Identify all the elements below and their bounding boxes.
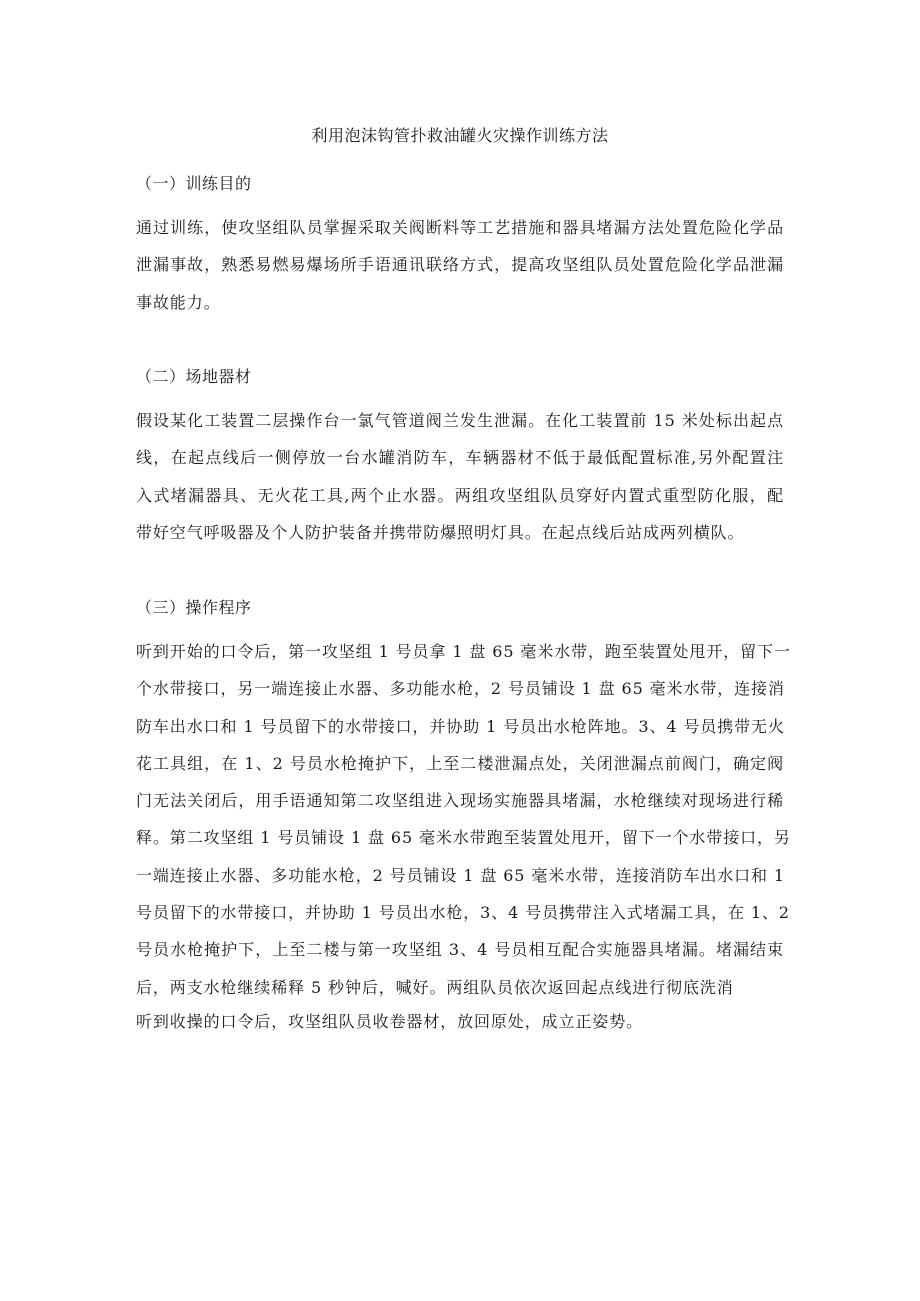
paragraph-line: 释。第二攻坚组 1 号员铺设 1 盘 65 毫米水带跑至装置处甩开，留下一个水带接口，另 (136, 828, 791, 848)
paragraph-line: 一端连接止水器、多功能水枪，2 号员铺设 1 盘 65 毫米水带，连接消防车出水口和 1 (136, 865, 786, 885)
paragraph-line: 入式堵漏器具、无火花工具,两个止水器。两组攻坚组队员穿好内置式重型防化服，配 (136, 485, 784, 505)
paragraph-line: 泄漏事故，熟悉易燃易爆场所手语通讯联络方式，提高攻坚组队员处置危险化学品泄漏 (136, 255, 784, 275)
paragraph-line: 通过训练，使攻坚组队员掌握采取关阀断料等工艺措施和器具堵漏方法处置危险化学品 (136, 218, 784, 237)
section-body-site-equipment (136, 402, 784, 551)
section-body-operating-procedure (136, 633, 791, 1006)
paragraph-line: 线，在起点线后一侧停放一台水罐消防车，车辆器材不低于最低配置标准,另外配置注 (136, 448, 784, 468)
paragraph-line: 个水带接口，另一端连接止水器、多功能水枪，2 号员铺设 1 盘 65 毫米水带，连接消 (136, 679, 785, 699)
paragraph-line: 号员水枪掩护下，上至二楼与第一攻坚组 3、4 号员相互配合实施器具堵漏。堵漏结束 (136, 940, 784, 960)
paragraph-line: 带好空气呼吸器及个人防护装备并携带防爆照明灯具。在起点线后站成两列横队。 (136, 522, 745, 542)
paragraph-line: 门无法关闭后，用手语通知第二攻坚组进入现场实施器具堵漏，水枪继续对现场进行稀 (136, 791, 784, 811)
paragraph-line: 号员留下的水带接口，并协助 1 号员出水枪，3、4 号员携带注入式堵漏工具，在 1、2 (136, 903, 790, 923)
paragraph-line: 防车出水口和 1 号员留下的水带接口，并协助 1 号员出水枪阵地。3、4 号员携带无火 (136, 716, 785, 736)
paragraph-line: 听到开始的口令后，第一攻坚组 1 号员拿 1 盘 65 毫米水带，跑至装置处甩开，留下一 (136, 642, 791, 661)
section-heading-operating-procedure: （三）操作程序 (136, 598, 252, 617)
paragraph-line: 听到收操的口令后，攻坚组队员收卷器材，放回原处，成立正姿势。 (136, 1012, 644, 1031)
paragraph-line: 花工具组，在 1、2 号员水枪掩护下，上至二楼泄漏点处，关闭泄漏点前阀门，确定阀 (136, 753, 784, 773)
paragraph-line: 后，两支水枪继续稀释 5 秒钟后，喊好。两组队员依次返回起点线进行彻底洗消 (136, 977, 734, 997)
section-heading-training-purpose: （一）训练目的 (136, 174, 252, 193)
paragraph-line: 假设某化工装置二层操作台一氯气管道阀兰发生泄漏。在化工装置前 15 米处标出起点 (136, 411, 784, 430)
section-heading-site-equipment: （二）场地器材 (136, 367, 252, 386)
section-body-training-purpose (136, 209, 784, 321)
document-title: 利用泡沫钩管扑救油罐火灾操作训练方法 (311, 126, 609, 145)
closing-paragraph (136, 1003, 784, 1040)
paragraph-line: 事故能力。 (136, 292, 221, 312)
